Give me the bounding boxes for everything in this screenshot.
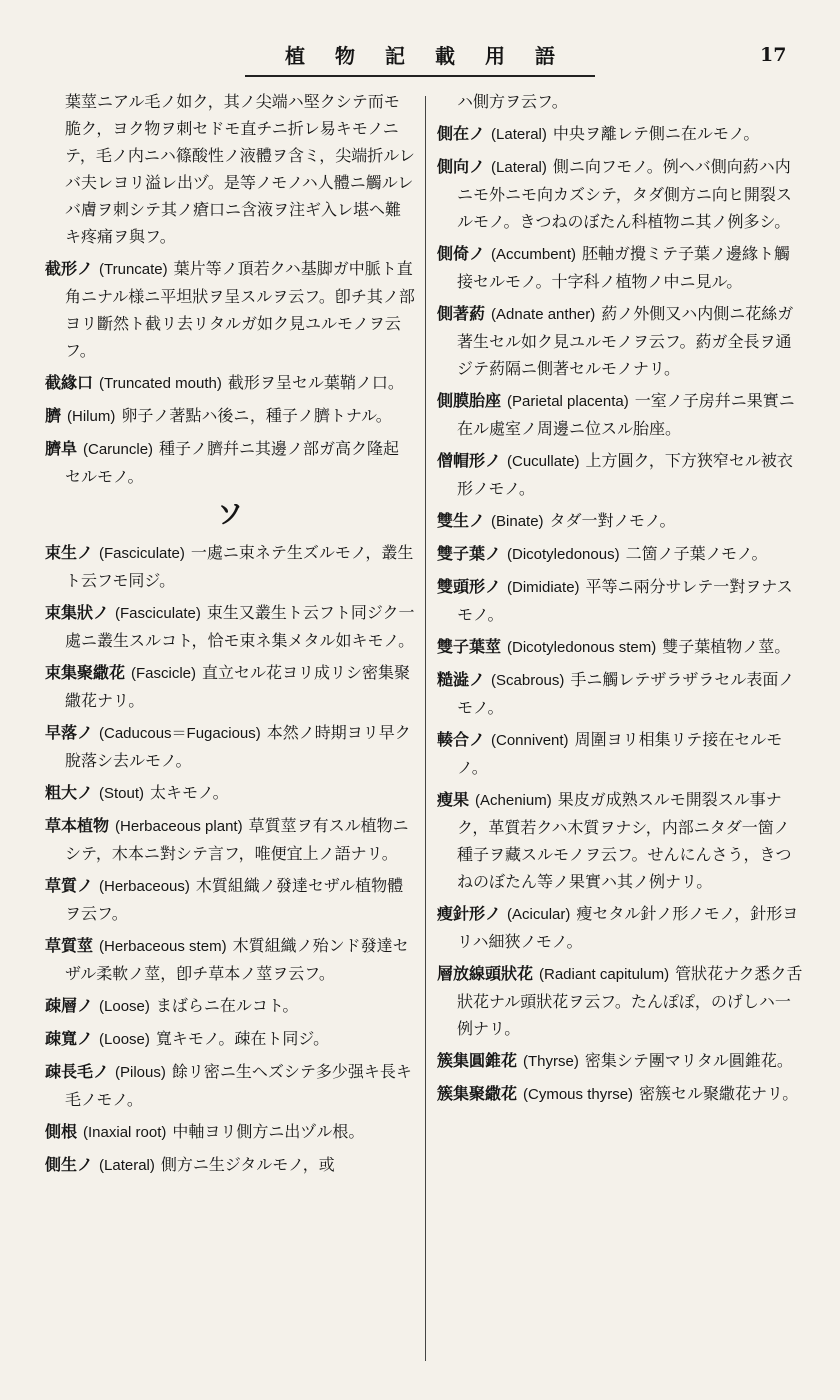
- glossary-entry: [45, 88, 415, 250]
- entry-english: (Accumbent): [491, 246, 577, 263]
- entry-term: 雙子葉莖: [437, 637, 502, 656]
- glossary-entry: [437, 726, 805, 781]
- entry-english: (Thyrse): [523, 1053, 579, 1070]
- entry-term: 雙頭形ノ: [437, 577, 502, 596]
- entry-definition: 葉莖ニアル毛ノ如ク，其ノ尖端ハ堅クシテ而モ脆ク，ヨク物ヲ刺セドモ直チニ折レ易キモノニテ，毛ノ内ニハ篠酸性ノ液體ヲ含ミ，尖端折ルレバ夫レヨリ溢レ出ヅ。是等ノモノハ人體ニ觸ルレバ膚ヲ刺シテ其ノ瘡口ニ含液ヲ注ギ入レ堪ヘ難キ疼痛ヲ與フ。: [65, 92, 415, 246]
- entry-definition: 束生又叢生ト云フト同ジク一處ニ叢生スルコト，恰モ束ネ集メタル如キモノ。: [65, 603, 415, 650]
- entry-english: (Loose): [99, 998, 150, 1015]
- entry-definition: 雙子葉植物ノ莖。: [662, 637, 791, 656]
- entry-english: (Radiant capitulum): [539, 966, 670, 983]
- entry-definition: 葯ノ外側又ハ内側ニ花絲ガ著生セル如ク見ユルモノヲ云フ。葯ガ全長ヲ通ジテ葯隔ニ側著セルモノナリ。: [457, 304, 794, 378]
- glossary-entry: [437, 633, 805, 661]
- section-heading: ソ: [216, 500, 243, 530]
- entry-english: (Fascicle): [131, 665, 197, 682]
- entry-english: (Lateral): [491, 159, 547, 176]
- glossary-entry: [437, 666, 805, 721]
- entry-term: 側膜胎座: [437, 391, 502, 410]
- glossary-entry: [437, 240, 805, 295]
- entry-english: (Fasciculate): [99, 545, 185, 562]
- entry-term: 草質莖: [45, 936, 94, 955]
- entry-term: 側倚ノ: [437, 244, 486, 263]
- glossary-entry: [437, 1047, 805, 1075]
- entry-english: (Caducous＝Fugacious): [99, 725, 261, 742]
- entry-english: (Fasciculate): [115, 605, 201, 622]
- entry-term: 側根: [45, 1122, 78, 1141]
- entry-term: 瘦果: [437, 790, 470, 809]
- entry-english: (Truncate): [99, 261, 168, 278]
- glossary-entry: [437, 88, 805, 115]
- entry-term: 束集聚繖花: [45, 663, 126, 682]
- glossary-entry: [45, 435, 415, 490]
- entry-definition: 側方ニ生ジタルモノ，或: [160, 1155, 335, 1174]
- entry-definition: 瘦セタル針ノ形ノモノ，針形ヨリハ細狹ノモノ。: [457, 904, 799, 951]
- glossary-entry: [45, 369, 415, 397]
- entry-term: 束集狀ノ: [45, 603, 110, 622]
- entry-english: (Inaxial root): [83, 1124, 167, 1141]
- entry-definition: 一室ノ子房幷ニ果實ニ在ル處室ノ周邊ニ位スル胎座。: [457, 391, 795, 438]
- glossary-entry: [437, 900, 805, 955]
- entry-definition: 密簇セル聚繖花ナリ。: [639, 1084, 799, 1103]
- left-entries-after: [45, 539, 415, 1179]
- left-entries-before: [45, 88, 415, 490]
- glossary-entry: [45, 539, 415, 594]
- entry-english: (Lateral): [99, 1157, 155, 1174]
- entry-term: 疎長毛ノ: [45, 1062, 110, 1081]
- entry-english: (Dicotyledonous): [507, 546, 620, 563]
- entry-term: 側向ノ: [437, 157, 486, 176]
- glossary-entry: [45, 1058, 415, 1113]
- entry-term: 輳合ノ: [437, 730, 486, 749]
- entry-definition: 葉片等ノ頂若クハ基脚ガ中脈ト直角ニナル様ニ平坦狀ヲ呈スルヲ云フ。卽チ其ノ部ヨリ斷然ト截リ去リタルガ如ク見ユルモノヲ云フ。: [65, 259, 415, 360]
- entry-definition: 果皮ガ成熟スルモ開裂スル事ナク，革質若クハ木質ヲナシ，内部ニタダ一箇ノ種子ヲ藏スルモノヲ云フ。せんにんさう，きつねのぼたん等ノ果實ハ其ノ例ナリ。: [457, 790, 792, 891]
- entry-term: 臍: [45, 406, 62, 425]
- entry-english: (Acicular): [507, 906, 571, 923]
- entry-english: (Achenium): [475, 792, 552, 809]
- entry-english: (Cymous thyrse): [523, 1086, 634, 1103]
- glossary-entry: [45, 599, 415, 654]
- entry-term: 側著葯: [437, 304, 486, 323]
- entry-english: (Herbaceous): [99, 878, 190, 895]
- glossary-entry: [437, 540, 805, 568]
- entry-term: 臍阜: [45, 439, 78, 458]
- glossary-entry: [45, 932, 415, 987]
- entry-definition: 餘リ密ニ生ヘズシテ多少强キ長キ毛ノモノ。: [65, 1062, 412, 1109]
- entry-english: (Caruncle): [83, 441, 154, 458]
- entry-definition: まばらニ在ルコト。: [155, 996, 299, 1015]
- entry-definition: 一處ニ束ネテ生ズルモノ，叢生ト云フモ同ジ。: [65, 543, 414, 590]
- entry-term: 糙澁ノ: [437, 670, 486, 689]
- page-number: 17: [760, 44, 787, 66]
- entry-definition: 木質組織ノ發達セザル植物體ヲ云フ。: [65, 876, 404, 923]
- glossary-entry: [45, 812, 415, 867]
- glossary-entry: [45, 872, 415, 927]
- entry-english: (Lateral): [491, 126, 547, 143]
- entry-term: 僧帽形ノ: [437, 451, 502, 470]
- running-header: [245, 40, 595, 77]
- entry-english: (Dicotyledonous stem): [507, 639, 657, 656]
- entry-term: 雙生ノ: [437, 511, 486, 530]
- entry-definition: 截形ヲ呈セル葉鞘ノ口。: [227, 373, 404, 392]
- glossary-entry: [45, 992, 415, 1020]
- entry-definition: 種子ノ臍幷ニ其邊ノ部ガ高ク隆起セルモノ。: [65, 439, 400, 486]
- entry-definition: 密集シテ團マリタル圓錐花。: [584, 1051, 793, 1070]
- entry-english: (Parietal placenta): [507, 393, 629, 410]
- entry-definition: 太キモノ。: [150, 783, 229, 802]
- entry-definition: 胚軸ガ攪ミテ子葉ノ邊緣ト觸接セルモノ。十字科ノ植物ノ中ニ見ル。: [457, 244, 791, 291]
- entry-definition: 直立セル花ヨリ成リシ密集聚繖花ナリ。: [65, 663, 411, 710]
- right-entries: [437, 88, 805, 1108]
- right-column: [437, 88, 805, 1113]
- entry-english: (Pilous): [115, 1064, 166, 1081]
- entry-definition: 中央ヲ離レテ側ニ在ルモノ。: [552, 124, 760, 143]
- glossary-entry: [45, 779, 415, 807]
- entry-term: 雙子葉ノ: [437, 544, 502, 563]
- glossary-entry: [437, 300, 805, 382]
- glossary-entry: [437, 447, 805, 502]
- glossary-entry: [437, 960, 805, 1042]
- glossary-entry: [437, 1080, 805, 1108]
- entry-term: 截緣口: [45, 373, 94, 392]
- entry-definition: 平等ニ兩分サレテ一對ヲナスモノ。: [457, 577, 793, 624]
- entry-english: (Herbaceous stem): [99, 938, 227, 955]
- glossary-entry: [437, 507, 805, 535]
- entry-english: (Connivent): [491, 732, 569, 749]
- glossary-entry: [437, 153, 805, 235]
- entry-english: (Herbaceous plant): [115, 818, 243, 835]
- entry-definition: 手ニ觸レテザラザラセル表面ノモノ。: [457, 670, 795, 717]
- entry-term: 截形ノ: [45, 259, 94, 278]
- entry-english: (Hilum): [67, 408, 116, 425]
- glossary-entry: [45, 1025, 415, 1053]
- entry-term: 束生ノ: [45, 543, 94, 562]
- entry-term: 側在ノ: [437, 124, 486, 143]
- left-column: [45, 88, 415, 1184]
- column-divider: [425, 96, 426, 1361]
- entry-definition: 周圍ヨリ相集リテ接在セルモノ。: [457, 730, 783, 777]
- entry-term: 簇集圓錐花: [437, 1051, 518, 1070]
- entry-english: (Stout): [99, 785, 145, 802]
- entry-definition: 木質組織ノ殆ンド發達セザル柔軟ノ莖，卽チ草本ノ莖ヲ云フ。: [65, 936, 409, 983]
- entry-definition: 二箇ノ子葉ノモノ。: [625, 544, 768, 563]
- entry-definition: 卵子ノ著點ハ後ニ，種子ノ臍トナル。: [121, 406, 392, 425]
- entry-definition: タダ一對ノモノ。: [549, 511, 676, 530]
- entry-definition: 草質莖ヲ有スル植物ニシテ，木本ニ對シテ言フ，唯便宜上ノ語ナリ。: [65, 816, 409, 863]
- entry-english: (Binate): [491, 513, 544, 530]
- entry-definition: 寬キモノ。疎在ト同ジ。: [155, 1029, 330, 1048]
- entry-definition: 側ニ向フモノ。例ヘバ側向葯ハ内ニモ外ニモ向カズシテ，タダ側方ニ向ヒ開裂スルモノ。きつねのぼたん科植物ニ其ノ例多シ。: [457, 157, 792, 231]
- entry-term: 疎層ノ: [45, 996, 94, 1015]
- entry-english: (Adnate anther): [491, 306, 596, 323]
- entry-term: 草質ノ: [45, 876, 94, 895]
- glossary-entry: [45, 659, 415, 714]
- entry-definition: 本然ノ時期ヨリ早ク脫落シ去ルモノ。: [65, 723, 411, 770]
- glossary-entry: [45, 1151, 415, 1179]
- entry-term: 早落ノ: [45, 723, 94, 742]
- entry-english: (Dimidiate): [507, 579, 580, 596]
- glossary-entry: [45, 719, 415, 774]
- entry-term: 層放線頭狀花: [437, 964, 534, 983]
- entry-term: 簇集聚繖花: [437, 1084, 518, 1103]
- entry-term: 側生ノ: [45, 1155, 94, 1174]
- entry-term: 粗大ノ: [45, 783, 94, 802]
- entry-english: (Scabrous): [491, 672, 565, 689]
- entry-english: (Cucullate): [507, 453, 580, 470]
- entry-term: 疎寬ノ: [45, 1029, 94, 1048]
- glossary-entry: [45, 255, 415, 364]
- page-title: 植物記載用語: [285, 44, 585, 68]
- entry-definition: 管狀花ナク悉ク舌狀花ナル頭狀花ヲ云フ。たんぽぽ，のげしハ一例ナリ。: [457, 964, 803, 1038]
- glossary-entry: [45, 402, 415, 430]
- entry-term: 瘦針形ノ: [437, 904, 502, 923]
- glossary-entry: [45, 1118, 415, 1146]
- entry-english: (Truncated mouth): [99, 375, 222, 392]
- glossary-entry: [437, 786, 805, 895]
- entry-english: (Loose): [99, 1031, 150, 1048]
- entry-definition: 中軸ヨリ側方ニ出ヅル根。: [172, 1122, 365, 1141]
- entry-definition: ハ側方ヲ云フ。: [457, 92, 568, 111]
- glossary-entry: [437, 120, 805, 148]
- glossary-entry: [437, 573, 805, 628]
- entry-definition: 上方圓ク，下方狹窄セル被衣形ノモノ。: [457, 451, 793, 498]
- entry-term: 草本植物: [45, 816, 110, 835]
- glossary-entry: [437, 387, 805, 442]
